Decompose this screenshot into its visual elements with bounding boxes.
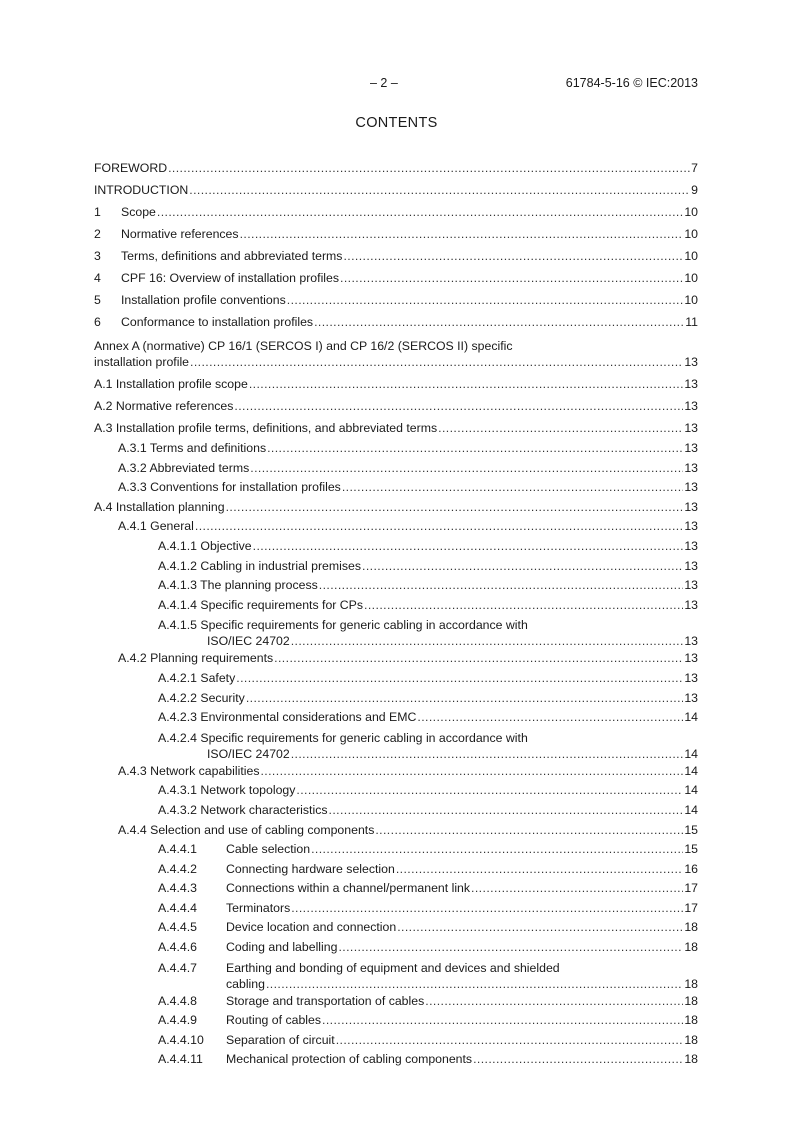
toc-entry-text: Coding and labelling: [226, 940, 338, 955]
toc-entry-text: A.4.1.3 The planning process: [158, 578, 318, 593]
toc-entry-number: 3: [94, 249, 101, 263]
toc-entry-page: 13: [684, 460, 698, 475]
toc-entry-text: INTRODUCTION: [94, 183, 189, 197]
toc-entry-page: 13: [684, 558, 698, 573]
toc-entry-page: 18: [684, 940, 698, 955]
toc-entry-a3-2[interactable]: [94, 459, 698, 479]
toc-entry-number: 4: [94, 271, 101, 285]
toc-entry-page: 13: [684, 634, 698, 649]
toc-entry-number: A.4.4.6: [158, 940, 197, 955]
toc-entry-page: 13: [684, 670, 698, 685]
toc-entry-page: 13: [684, 499, 698, 514]
toc-entry-page: 13: [684, 538, 698, 553]
toc-entry-number: 1: [94, 205, 101, 219]
toc-entry-text-continued: ISO/IEC 24702: [207, 634, 290, 649]
toc-entry-a4-4-5[interactable]: [94, 918, 698, 938]
toc-entry-2[interactable]: [94, 223, 698, 245]
toc-entry-text: Scope: [121, 205, 156, 219]
toc-entry-text: Normative references: [121, 227, 239, 241]
toc-entry-page: 13: [684, 578, 698, 593]
toc-entry-text: Cable selection: [226, 842, 311, 857]
toc-entry-text: A.4.2.1 Safety: [158, 670, 236, 685]
toc-entry-a4-4-4[interactable]: [94, 899, 698, 919]
toc-entry-a4-4-6[interactable]: [94, 938, 698, 958]
toc-entry-page: 10: [684, 293, 698, 307]
toc-entry-number: 5: [94, 293, 101, 307]
toc-entry-text: A.4.2.2 Security: [158, 690, 245, 705]
toc-entry-text: Conformance to installation profiles: [121, 315, 314, 329]
toc-entry-page: 11: [685, 315, 698, 329]
toc-entry-a4-4-1[interactable]: [94, 840, 698, 860]
toc-entry-introduction[interactable]: [94, 179, 698, 201]
toc-entry-a4-3[interactable]: [94, 762, 698, 782]
toc-entry-page: 13: [684, 399, 698, 413]
toc-entry-text: A.4.1.4 Specific requirements for CPs: [158, 597, 364, 612]
toc-entry-a4-1-5[interactable]: [94, 615, 698, 649]
toc-entry-a4-4[interactable]: [94, 821, 698, 841]
toc-entry-page: 16: [684, 861, 698, 876]
toc-entry-text: Storage and transportation of cables: [226, 993, 425, 1008]
toc-entry-page: 13: [684, 519, 698, 534]
toc-entry-number: A.4.4.9: [158, 1013, 197, 1028]
toc-entry-a4[interactable]: [94, 498, 698, 518]
toc-entry-text: A.3.2 Abbreviated terms: [118, 460, 250, 475]
toc-entry-number: A.4.4.2: [158, 861, 197, 876]
toc-entry-page: 18: [684, 993, 698, 1008]
page-title: CONTENTS: [355, 115, 438, 131]
toc-entry-number: A.4.4.4: [158, 900, 197, 915]
table-of-contents: [94, 157, 698, 1070]
toc-entry-text: A.4.3 Network capabilities: [118, 763, 260, 778]
toc-entry-text: Terms, definitions and abbreviated terms: [121, 249, 343, 263]
toc-entry-page: 17: [684, 900, 698, 915]
toc-entry-page: 7: [691, 161, 698, 175]
toc-entry-text: Device location and connection: [226, 920, 397, 935]
toc-entry-text: Installation profile conventions: [121, 293, 286, 307]
toc-entry-text: FOREWORD: [94, 161, 168, 175]
toc-entry-a4-4-10[interactable]: [94, 1031, 698, 1051]
toc-entry-page: 13: [684, 377, 698, 391]
toc-entry-text: Connections within a channel/permanent link: [226, 881, 471, 896]
toc-entry-text: A.4.2.4 Specific requirements for generic cabling in accordance with: [158, 730, 528, 745]
toc-entry-a4-4-11[interactable]: [94, 1050, 698, 1070]
toc-entry-text: A.4.4 Selection and use of cabling components: [118, 822, 375, 837]
toc-entry-page: 14: [684, 783, 698, 798]
toc-entry-number: A.4.4.7: [158, 960, 197, 975]
toc-entry-number: 6: [94, 315, 101, 329]
toc-entry-6[interactable]: [94, 311, 698, 333]
toc-entry-page: 13: [684, 421, 698, 435]
toc-entry-text: A.4.1 General: [118, 519, 194, 534]
toc-entry-page: 18: [684, 976, 698, 991]
toc-entry-page: 14: [684, 763, 698, 778]
toc-entry-number: A.4.4.10: [158, 1032, 204, 1047]
toc-entry-text: A.4.1.2 Cabling in industrial premises: [158, 558, 362, 573]
toc-entry-a4-4-2[interactable]: [94, 860, 698, 880]
standard-reference: 61784-5-16 © IEC:2013: [565, 76, 698, 90]
toc-entry-page: 13: [684, 651, 698, 666]
toc-entry-page: 13: [684, 597, 698, 612]
toc-entry-text: Annex A (normative) CP 16/1 (SERCOS I) and CP 16/2 (SERCOS II) specific: [94, 339, 513, 353]
toc-entry-page: 18: [684, 1032, 698, 1047]
toc-entry-text: CPF 16: Overview of installation profiles: [121, 271, 340, 285]
toc-entry-number: A.4.4.1: [158, 842, 197, 857]
toc-entry-a4-2-4[interactable]: [94, 728, 698, 762]
toc-entry-page: 13: [684, 480, 698, 495]
toc-entry-page: 17: [684, 881, 698, 896]
toc-entry-text: A.1 Installation profile scope: [94, 377, 248, 391]
toc-entry-a4-4-7[interactable]: [94, 958, 698, 992]
toc-entry-page: 18: [684, 1052, 698, 1067]
toc-entry-text-continued: installation profile: [94, 355, 190, 369]
toc-entry-a4-1[interactable]: [94, 517, 698, 537]
toc-entry-page: 15: [684, 842, 698, 857]
toc-entry-text: A.3.1 Terms and definitions: [118, 441, 267, 455]
toc-entry-foreword[interactable]: [94, 157, 698, 179]
toc-entry-page: 9: [691, 183, 698, 197]
toc-entry-text-continued: ISO/IEC 24702: [207, 746, 290, 761]
toc-entry-page: 15: [684, 822, 698, 837]
toc-entry-text: A.4.2.3 Environmental considerations and EMC: [158, 710, 417, 725]
toc-entry-5[interactable]: [94, 289, 698, 311]
toc-entry-text: A.4.2 Planning requirements: [118, 651, 274, 666]
toc-entry-a4-4-8[interactable]: [94, 992, 698, 1012]
toc-entry-text: Mechanical protection of cabling components: [226, 1052, 473, 1067]
toc-entry-page: 14: [684, 710, 698, 725]
toc-entry-1[interactable]: [94, 201, 698, 223]
toc-entry-a3[interactable]: [94, 417, 698, 439]
toc-entry-a4-2-2[interactable]: [94, 689, 698, 709]
toc-entry-a3-1[interactable]: [94, 439, 698, 459]
toc-entry-text: Connecting hardware selection: [226, 861, 395, 876]
toc-entry-page: 10: [684, 205, 698, 219]
toc-entry-a4-4-9[interactable]: [94, 1011, 698, 1031]
toc-entry-text: Separation of circuit: [226, 1032, 335, 1047]
toc-entry-a2[interactable]: [94, 395, 698, 417]
toc-entry-a4-1-2[interactable]: [94, 557, 698, 577]
toc-entry-text: A.3 Installation profile terms, definitions, and abbreviated terms: [94, 421, 438, 435]
toc-entry-text: A.4 Installation planning: [94, 499, 225, 514]
toc-entry-text: A.4.1.1 Objective: [158, 538, 252, 553]
toc-entry-a4-2-1[interactable]: [94, 669, 698, 689]
toc-entry-a4-4-3[interactable]: [94, 879, 698, 899]
toc-entry-page: 10: [684, 249, 698, 263]
toc-entry-page: 13: [684, 441, 698, 455]
toc-entry-a4-1-1[interactable]: [94, 537, 698, 557]
toc-entry-page: 18: [684, 1013, 698, 1028]
toc-entry-text: Terminators: [226, 900, 291, 915]
toc-entry-a3-3[interactable]: [94, 478, 698, 498]
toc-entry-page: 14: [684, 746, 698, 761]
toc-entry-text: A.4.3.2 Network characteristics: [158, 802, 328, 817]
toc-entry-text: A.2 Normative references: [94, 399, 234, 413]
toc-entry-a4-1-4[interactable]: [94, 596, 698, 616]
toc-entry-annex-a[interactable]: [94, 336, 698, 370]
toc-entry-number: A.4.4.5: [158, 920, 197, 935]
toc-entry-page: 18: [684, 920, 698, 935]
toc-entry-text: Earthing and bonding of equipment and devices and shielded: [226, 960, 560, 975]
toc-entry-text: A.4.3.1 Network topology: [158, 783, 296, 798]
toc-entry-a4-2[interactable]: [94, 649, 698, 669]
toc-entry-number: A.4.4.11: [158, 1052, 203, 1067]
toc-entry-page: 14: [684, 802, 698, 817]
toc-entry-page: 10: [684, 271, 698, 285]
toc-entry-number: A.4.4.8: [158, 993, 197, 1008]
toc-entry-page: 13: [684, 690, 698, 705]
toc-entry-text: A.3.3 Conventions for installation profiles: [118, 480, 341, 495]
toc-entry-a4-1-3[interactable]: [94, 576, 698, 596]
toc-entry-a1[interactable]: [94, 373, 698, 395]
toc-entry-text: A.4.1.5 Specific requirements for generic cabling in accordance with: [158, 618, 528, 633]
toc-entry-page: 10: [684, 227, 698, 241]
toc-entry-3[interactable]: [94, 245, 698, 267]
toc-entry-a4-2-3[interactable]: [94, 708, 698, 728]
toc-entry-number: A.4.4.3: [158, 881, 197, 896]
toc-entry-text: Routing of cables: [226, 1013, 322, 1028]
page-number: – 2 –: [370, 76, 398, 90]
toc-entry-a4-3-1[interactable]: [94, 781, 698, 801]
toc-entry-page: 13: [684, 355, 698, 369]
toc-entry-text-continued: cabling: [226, 976, 265, 991]
toc-entry-4[interactable]: [94, 267, 698, 289]
toc-entry-a4-3-2[interactable]: [94, 801, 698, 821]
toc-entry-number: 2: [94, 227, 101, 241]
